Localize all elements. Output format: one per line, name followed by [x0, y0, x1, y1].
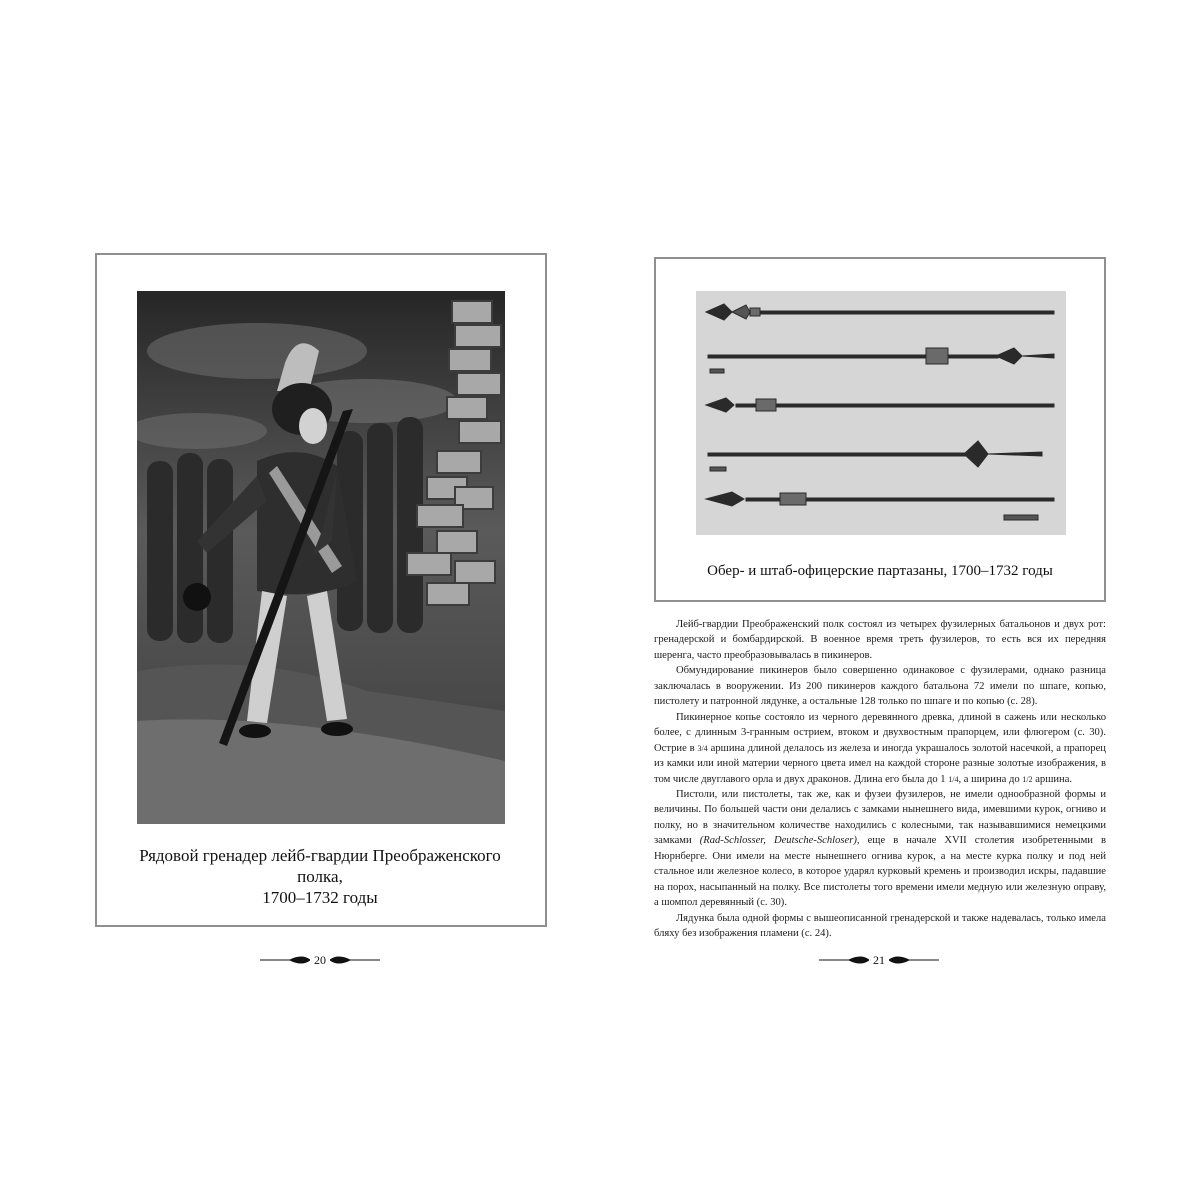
ornament-right-icon	[889, 954, 939, 966]
grenadier-caption-line1: Рядовой гренадер лейб-гвардии Преображенского полка,	[139, 846, 501, 886]
fraction-one-quarter: 1/4	[948, 774, 959, 784]
page-number-right	[809, 952, 949, 968]
ornament-left-icon	[819, 954, 869, 966]
fraction-one-half: 1/2	[1022, 774, 1033, 784]
paragraph-1: Лейб-гвардии Преображенский полк состоял из четырех фузилерных батальонов и двух рот: гренадерской и бомбардирской. В военное время треть фузилеров, то есть вся их передняя шеренга, часто преобразовывалась в пикинеров.	[654, 619, 1106, 661]
body-text	[654, 617, 1106, 942]
ornament-left-icon	[260, 954, 310, 966]
paragraph-3-part4: аршина.	[1035, 773, 1073, 785]
paragraph-3-part2: аршина длиной делалось из железа и иногда украшалось золотой насечкой, а прапорец из камки или иной материи черного цвета имел на каждой стороне разные золотые изображения, в том числе двуглавого орла и двух драконов. Длина его была до 1	[654, 742, 1106, 785]
paragraph-3-part1: Пикинерное копье состояло из черного деревянного древка, длиной в сажень или несколько более, с длинным 3-гранным острием, втоком и двухвостным прапорцем, или флюгером (с. 30). Острие в	[654, 711, 1106, 754]
partisans-caption: Обер- и штаб-офицерские партазаны, 1700–1732 годы	[707, 563, 1053, 579]
ornament-right-icon	[330, 954, 380, 966]
grenadier-caption	[130, 845, 510, 908]
paragraph-4	[654, 787, 1106, 911]
paragraph-3-part3: , а ширина до	[958, 773, 1020, 785]
grenadier-engraving	[137, 291, 505, 824]
partisans-plate	[696, 291, 1066, 535]
page-number-21: 21	[873, 952, 885, 967]
fraction-three-quarters: 3/4	[697, 743, 708, 753]
paragraph-2: Обмундирование пикинеров было совершенно одинаковое с фузилерами, однако разница заключалась в вооружении. Из 200 пикинеров каждого батальона 72 имели по шпаге, копью, пистолету и патронной лядунке, а остальные 128 только по шпаге и по копью (с. 28).	[654, 665, 1106, 708]
paragraph-3	[654, 710, 1106, 787]
page-number-left	[250, 952, 390, 968]
paragraph-4-italic: (Rad-Schlosser, Deutsche-Schloser)	[699, 835, 857, 847]
paragraph-5: Лядунка была одной формы с вышеописанной гренадерской и также надевалась, только имела бляху без изображения пламени (с. 24).	[654, 912, 1106, 940]
page-number-20: 20	[314, 952, 326, 967]
paragraph-4-part1: Пистоли, или пистолеты, так же, как и фузеи фузилеров, не имели однообразной формы и величины. По большей части они делались с замками нынешнего вида, имевшими курок, огниво и полку, но в значительном количестве находились с колесными, так называвшимися немецкими замками	[654, 788, 1106, 847]
paragraph-4-part2: , еще в начале XVII столетия изобретенными в Нюрнберге. Они имели на месте нынешнего огнива курок, а на месте курка полку и под ней стальное или железное колесо, в которое ударял курковый кремень и производил искры, падавшие на порох, насыпанный на полку. Все пистолеты того времени имели медную или железную оправу, а шомпол деревянный (с. 30).	[654, 835, 1106, 909]
grenadier-caption-line2: 1700–1732 годы	[262, 888, 378, 907]
